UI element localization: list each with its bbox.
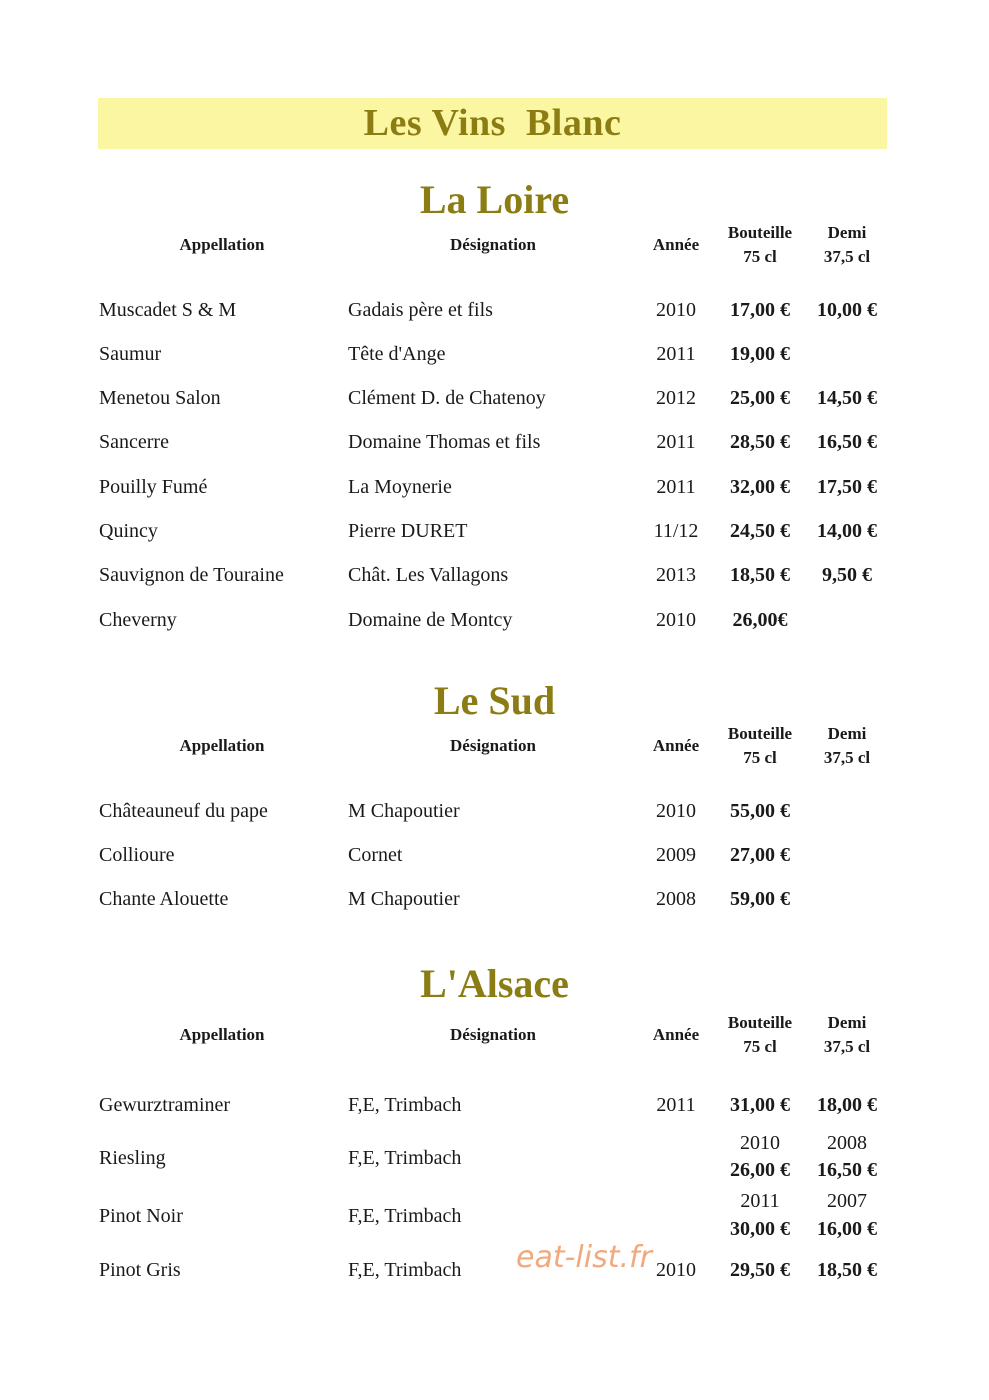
header-demi-size: 37,5 cl [823,247,871,266]
row-demi-price: 16,50 € [817,431,877,453]
row-designation: Clément D. de Chatenoy [348,387,546,409]
row-demi-year: 2007 [827,1190,867,1212]
header-designation: Désignation [450,736,536,755]
row-demi-price: 17,50 € [817,476,877,498]
header-bouteille: Bouteille [727,1013,793,1032]
row-appellation: Pinot Gris [99,1259,181,1281]
row-annee: 2011 [656,431,696,453]
row-bouteille-price: 26,00 € [730,1159,790,1181]
row-bouteille-price: 29,50 € [730,1259,790,1281]
row-demi-price: 18,00 € [817,1094,877,1116]
header-bouteille-size: 75 cl [743,748,777,767]
row-demi-price: 16,50 € [817,1159,877,1181]
row-annee: 2010 [656,299,696,321]
row-designation: Domaine de Montcy [348,609,513,631]
header-appellation: Appellation [179,736,265,755]
row-designation: M Chapoutier [348,800,460,822]
row-demi-price: 14,50 € [817,387,877,409]
header-demi: Demi [827,223,867,242]
row-appellation: Gewurztraminer [99,1094,231,1116]
row-appellation: Pinot Noir [99,1205,183,1227]
header-bouteille-size: 75 cl [743,247,777,266]
header-designation: Désignation [450,235,536,254]
row-designation: Tête d'Ange [348,343,446,365]
row-annee: 2011 [656,343,696,365]
row-appellation: Chante Alouette [99,888,229,910]
row-appellation: Pouilly Fumé [99,476,208,498]
row-designation: La Moynerie [348,476,452,498]
row-appellation: Riesling [99,1147,166,1169]
row-bouteille-price: 32,00 € [730,476,790,498]
section-title-loire: La Loire [419,177,570,222]
row-annee: 2011 [656,476,696,498]
row-appellation: Sauvignon de Touraine [99,564,284,586]
row-bouteille-price: 26,00€ [732,609,788,631]
row-designation: F,E, Trimbach [348,1259,462,1281]
header-annee: Année [652,736,700,755]
page-title: Les Vins Blanc [363,102,622,144]
row-annee: 2010 [656,1259,696,1281]
header-demi: Demi [827,1013,867,1032]
header-appellation: Appellation [179,235,265,254]
section-title-alsace: L'Alsace [420,961,569,1006]
row-appellation: Châteauneuf du pape [99,800,268,822]
row-annee: 11/12 [653,520,699,542]
header-designation: Désignation [450,1025,536,1044]
row-appellation: Saumur [99,343,162,365]
row-demi-year: 2008 [827,1132,867,1154]
row-bouteille-price: 28,50 € [730,431,790,453]
row-appellation: Menetou Salon [99,387,221,409]
row-annee: 2013 [656,564,696,586]
row-designation: Domaine Thomas et fils [348,431,541,453]
header-annee: Année [652,235,700,254]
row-designation: Pierre DURET [348,520,468,542]
row-appellation: Cheverny [99,609,177,631]
row-appellation: Quincy [99,520,158,542]
row-demi-price: 16,00 € [817,1218,877,1240]
row-annee: 2012 [656,387,696,409]
row-bouteille-price: 59,00 € [730,888,790,910]
row-bouteille-price: 30,00 € [730,1218,790,1240]
row-bouteille-price: 19,00 € [730,343,790,365]
row-annee: 2009 [656,844,696,866]
row-appellation: Sancerre [99,431,169,453]
row-demi-price: 9,50 € [822,564,872,586]
row-bouteille-price: 25,00 € [730,387,790,409]
header-bouteille: Bouteille [727,223,793,242]
row-annee: 2008 [656,888,696,910]
row-demi-price: 18,50 € [817,1259,877,1281]
title-banner [98,98,887,149]
row-designation: F,E, Trimbach [348,1094,462,1116]
row-designation: F,E, Trimbach [348,1205,462,1227]
header-annee: Année [652,1025,700,1044]
row-bouteille-year: 2011 [740,1190,780,1212]
header-bouteille-size: 75 cl [743,1037,777,1056]
watermark: eat-list.fr [516,1240,652,1275]
row-designation: Gadais père et fils [348,299,493,321]
header-demi-size: 37,5 cl [823,1037,871,1056]
row-annee: 2010 [656,800,696,822]
row-bouteille-price: 18,50 € [730,564,790,586]
row-bouteille-price: 24,50 € [730,520,790,542]
header-appellation: Appellation [179,1025,265,1044]
row-demi-price: 14,00 € [817,520,877,542]
row-designation: F,E, Trimbach [348,1147,462,1169]
header-demi-size: 37,5 cl [823,748,871,767]
row-designation: Chât. Les Vallagons [348,564,509,586]
row-demi-price: 10,00 € [817,299,877,321]
row-bouteille-price: 27,00 € [730,844,790,866]
row-appellation: Muscadet S & M [99,299,237,321]
row-bouteille-price: 55,00 € [730,800,790,822]
header-demi: Demi [827,724,867,743]
row-bouteille-year: 2010 [740,1132,780,1154]
row-designation: Cornet [348,844,403,866]
row-annee: 2010 [656,609,696,631]
row-bouteille-price: 31,00 € [730,1094,790,1116]
row-designation: M Chapoutier [348,888,460,910]
header-bouteille: Bouteille [727,724,793,743]
section-title-sud: Le Sud [433,678,556,723]
row-appellation: Collioure [99,844,175,866]
row-annee: 2011 [656,1094,696,1116]
row-bouteille-price: 17,00 € [730,299,790,321]
